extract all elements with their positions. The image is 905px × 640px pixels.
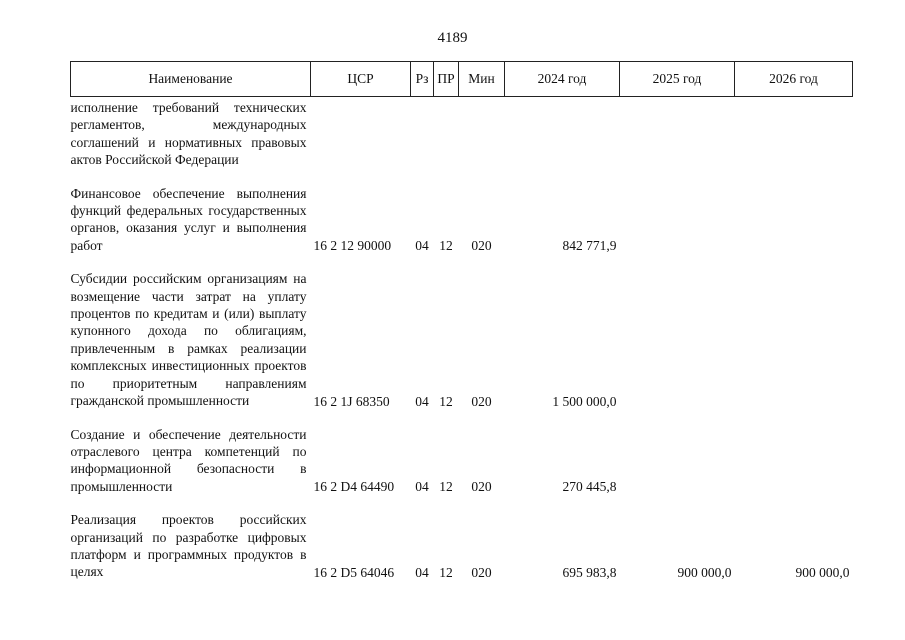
row-2024 (505, 97, 620, 169)
row-spacer (71, 254, 853, 270)
row-min (459, 97, 505, 169)
row-pr (434, 97, 459, 169)
row-rz (411, 97, 434, 169)
row-min: 020 (471, 564, 492, 580)
header-pr: ПР (434, 62, 459, 97)
header-name: Наименование (71, 62, 311, 97)
header-2026: 2026 год (735, 62, 853, 97)
row-csr (311, 97, 411, 169)
header-2024: 2024 год (505, 62, 620, 97)
row-csr: 16 2 12 90000 (313, 238, 392, 254)
row-2025: 900 000,0 (677, 564, 732, 580)
row-2025 (620, 185, 735, 255)
row-name: исполнение требований технических регламентов, международных соглашений и нормативных правовых актов Российской Федерации (70, 100, 307, 168)
row-2024: 1 500 000,0 (552, 393, 617, 409)
header-csr: ЦСР (311, 62, 411, 97)
table-row (71, 426, 853, 496)
row-pr: 12 (439, 479, 453, 495)
row-rz: 04 (415, 479, 429, 495)
row-2026 (735, 270, 853, 409)
row-spacer (71, 410, 853, 426)
row-name: Реализация проектов российских организаций по разработке цифровых платформ и программных продуктов в целях (70, 512, 307, 580)
row-name: Создание и обеспечение деятельности отраслевого центра компетенций по информационной безопасности в промышленности (70, 426, 307, 494)
header-rz: Рз (411, 62, 434, 97)
row-name: Субсидии российским организациям на возмещение части затрат на уплату процентов по кредитам и (или) выплату купонного дохода по облигациям, привлеченным в рамках реализации комплексных инвестиционных проектов по приоритетным направлениям гражданской промышленности (70, 271, 307, 409)
row-pr: 12 (439, 564, 453, 580)
row-csr: 16 2 D5 64046 (313, 564, 395, 580)
row-min: 020 (471, 393, 492, 409)
page-number: 4189 (437, 30, 468, 46)
row-2026 (735, 185, 853, 255)
row-rz: 04 (415, 564, 429, 580)
row-2025 (620, 97, 735, 169)
row-2026: 900 000,0 (795, 564, 850, 580)
row-2024: 842 771,9 (562, 238, 617, 254)
row-2025 (620, 426, 735, 496)
row-pr: 12 (439, 393, 453, 409)
table-row (71, 511, 853, 581)
row-min: 020 (471, 479, 492, 495)
row-2025 (620, 270, 735, 409)
row-2026 (735, 97, 853, 169)
table-row (71, 270, 853, 409)
row-rz: 04 (415, 393, 429, 409)
row-min: 020 (471, 238, 492, 254)
row-csr: 16 2 D4 64490 (313, 479, 395, 495)
table-row (71, 185, 853, 255)
row-spacer (71, 169, 853, 185)
row-2024: 695 983,8 (562, 564, 617, 580)
row-spacer (71, 495, 853, 511)
row-2024: 270 445,8 (562, 479, 617, 495)
row-csr: 16 2 1J 68350 (313, 393, 390, 409)
row-rz: 04 (415, 238, 429, 254)
budget-table (70, 61, 853, 581)
header-2025: 2025 год (620, 62, 735, 97)
header-min: Мин (459, 62, 505, 97)
row-pr: 12 (439, 238, 453, 254)
table-row (71, 97, 853, 169)
row-name: Финансовое обеспечение выполнения функций федеральных государственных органов, оказания услуг и выполнения работ (70, 185, 307, 253)
row-2026 (735, 426, 853, 496)
table-header-row (71, 62, 853, 97)
